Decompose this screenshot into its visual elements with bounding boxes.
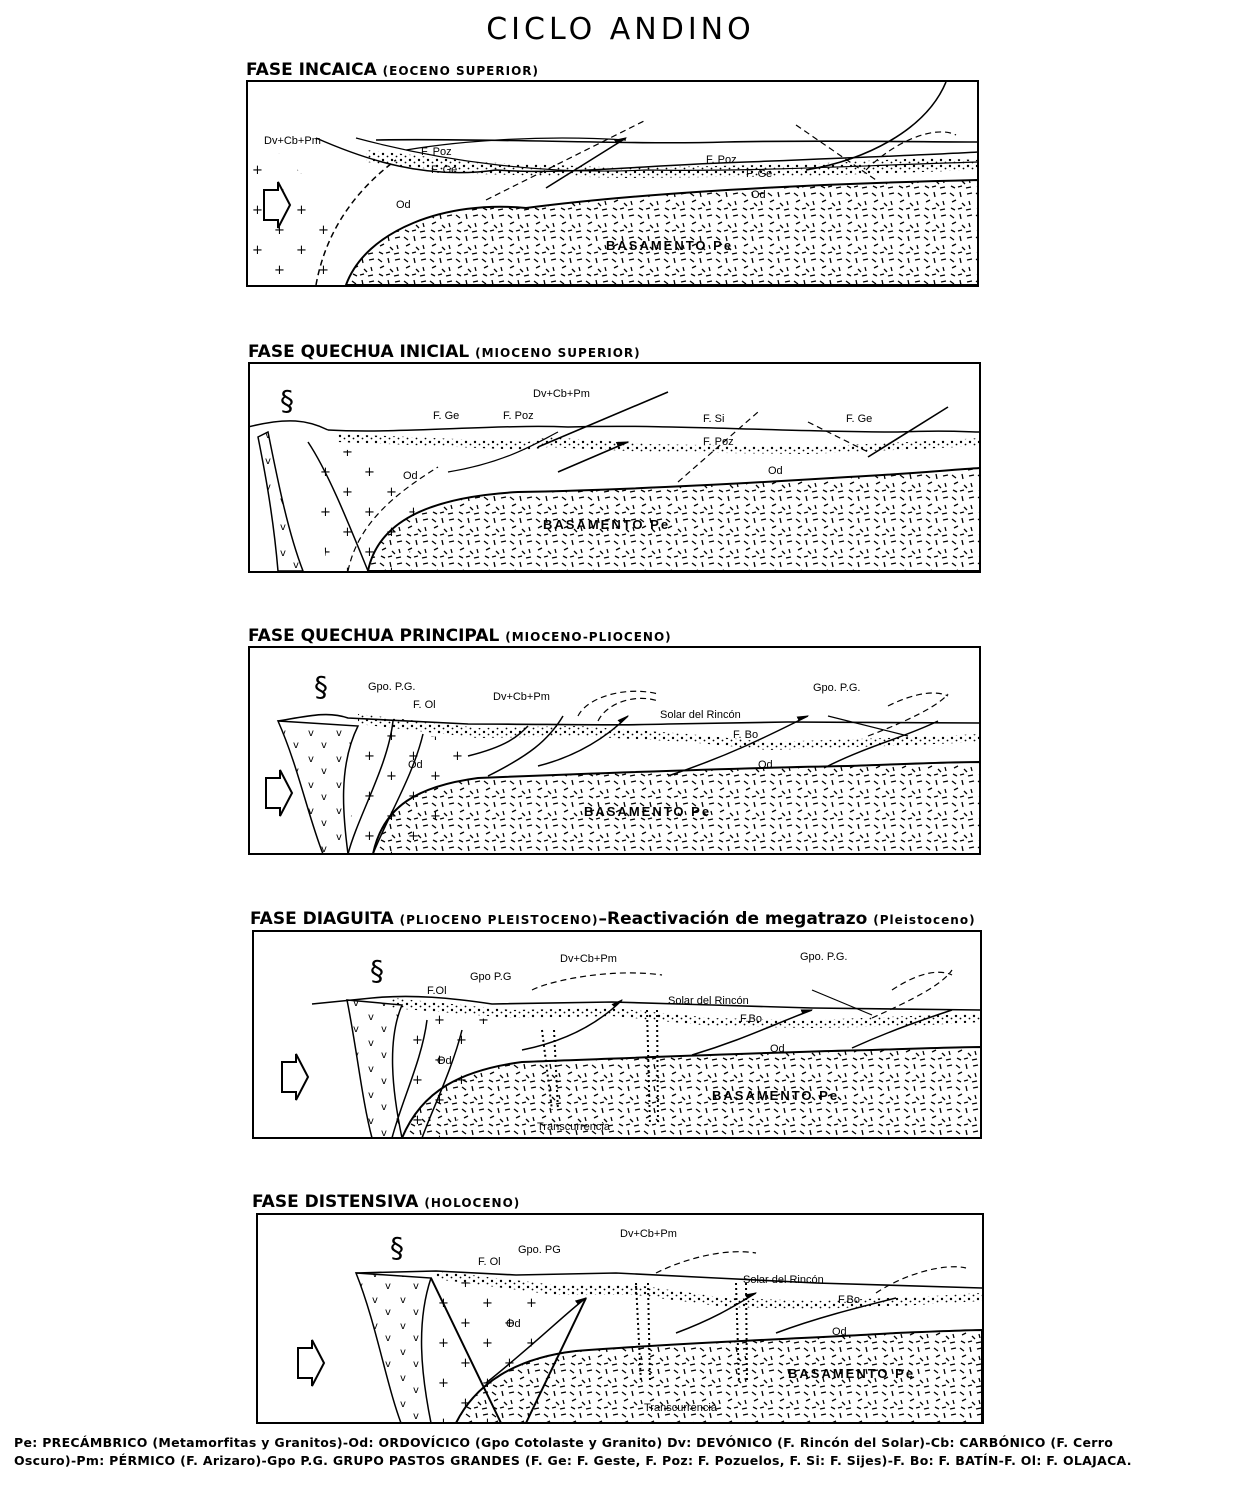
label: Od: [403, 470, 418, 482]
section-panel-3: [248, 646, 983, 856]
label: Od: [770, 1043, 785, 1055]
phase-name: FASE DISTENSIVA: [252, 1192, 419, 1212]
label: Gpo. PG: [518, 1244, 561, 1256]
section-panel-5: [256, 1213, 986, 1425]
label: Od: [506, 1318, 521, 1330]
label: Transcurrencia: [537, 1121, 610, 1133]
basement-label: BASAMENTO Pe: [788, 1366, 916, 1381]
diagram-title: CICLO ANDINO: [486, 12, 755, 47]
phase-period: (PLIOCENO PLEISTOCENO): [399, 913, 599, 927]
phase-period: (HOLOCENO): [424, 1196, 521, 1210]
label: Solar del Rincón: [660, 709, 741, 721]
legend-line-1: Pe: PRECÁMBRICO (Metamorfitas y Granitos)-Od: ORDOVÍCICO (Gpo Cotolaste y Granito) Dv: DEVÓNICO (F. Rincón del Solar)-Cb: CARBÓNICO (F. Cerro: [14, 1435, 1114, 1450]
label: Solar del Rincón: [668, 995, 749, 1007]
phase-name: FASE INCAICA: [246, 60, 377, 80]
phase-period: (MIOCENO-PLIOCENO): [505, 630, 672, 644]
label: Od: [396, 199, 411, 211]
label: F.Bo: [740, 1013, 763, 1025]
phase-header-1: [246, 60, 539, 80]
label: F.Ol: [427, 985, 447, 997]
label: Dv+Cb+Pm: [560, 953, 617, 965]
phase-extra: –Reactivación de megatrazo: [598, 909, 868, 929]
phase-header-5: [252, 1192, 520, 1212]
section-panel-2: [248, 362, 983, 574]
phase-header-3: [248, 626, 672, 646]
basement-label: BASAMENTO Pe: [712, 1088, 840, 1103]
label: Dv+Cb+Pm: [493, 691, 550, 703]
cross-section-3: [248, 646, 983, 856]
label: Gpo P.G: [470, 971, 512, 983]
phase-name: FASE DIAGUITA: [250, 909, 394, 929]
phase-header-2: [248, 342, 641, 362]
label: Gpo. P.G.: [368, 681, 416, 693]
phase-name: FASE QUECHUA PRINCIPAL: [248, 626, 500, 646]
basement-label: BASAMENTO Pe: [584, 804, 712, 819]
label: F. Poz: [421, 146, 452, 158]
label: Gpo. P.G.: [800, 951, 848, 963]
label: F. Ge: [846, 413, 873, 425]
basement-label: BASAMENTO Pe: [543, 517, 671, 532]
cross-section-5: [256, 1213, 986, 1425]
label: Gpo. P.G.: [813, 682, 861, 694]
phase-extra-period: (Pleistoceno): [873, 913, 976, 927]
label: Dv+Cb+Pm: [264, 135, 321, 147]
label: Od: [437, 1055, 452, 1067]
svg-text:§: §: [314, 670, 328, 703]
cross-section-1: [246, 80, 981, 288]
label: Dv+Cb+Pm: [620, 1228, 677, 1240]
cross-section-2: [248, 362, 983, 574]
label: Od: [751, 189, 766, 201]
basement-label: BASAMENTO Pe: [606, 238, 734, 253]
phase-header-4: [250, 909, 976, 929]
label: F. Bo: [733, 729, 759, 741]
section-panel-4: [252, 930, 984, 1140]
phase-period: (EOCENO SUPERIOR): [382, 64, 539, 78]
label: F.Bo: [838, 1294, 861, 1306]
label: Solar del Rincón: [743, 1274, 824, 1286]
label: Od: [758, 759, 773, 771]
label: Transcurrencia: [644, 1402, 717, 1414]
cross-section-4: [252, 930, 984, 1140]
label: F. Poz: [503, 410, 534, 422]
volcano-plume-icon: §: [280, 384, 294, 417]
label: F. Ge: [746, 168, 773, 180]
svg-text:§: §: [370, 954, 384, 987]
label: Dv+Cb+Pm: [533, 388, 590, 400]
label: F. Ol: [478, 1256, 501, 1268]
label: F. Ol: [413, 699, 436, 711]
label: Od: [768, 465, 783, 477]
label: F. Ge: [433, 410, 460, 422]
label: F. Poz: [706, 154, 737, 166]
label: F. Ge: [431, 164, 458, 176]
label: F. Poz: [703, 436, 734, 448]
phase-period: (MIOCENO SUPERIOR): [475, 346, 641, 360]
legend-line-2: Oscuro)-Pm: PÉRMICO (F. Arizaro)-Gpo P.G. GRUPO PASTOS GRANDES (F. Ge: F. Geste, F. Poz: F. Pozuelos, F. Si: F. Sijes)-F. Bo: F. BATÍN-F. Ol: F. OLAJACA.: [14, 1453, 1132, 1468]
phase-name: FASE QUECHUA INICIAL: [248, 342, 470, 362]
section-panel-1: [246, 80, 981, 288]
label: Od: [408, 759, 423, 771]
legend: [14, 1434, 1229, 1470]
label: F. Si: [703, 413, 725, 425]
label: Od: [832, 1326, 847, 1338]
svg-text:§: §: [390, 1231, 404, 1264]
